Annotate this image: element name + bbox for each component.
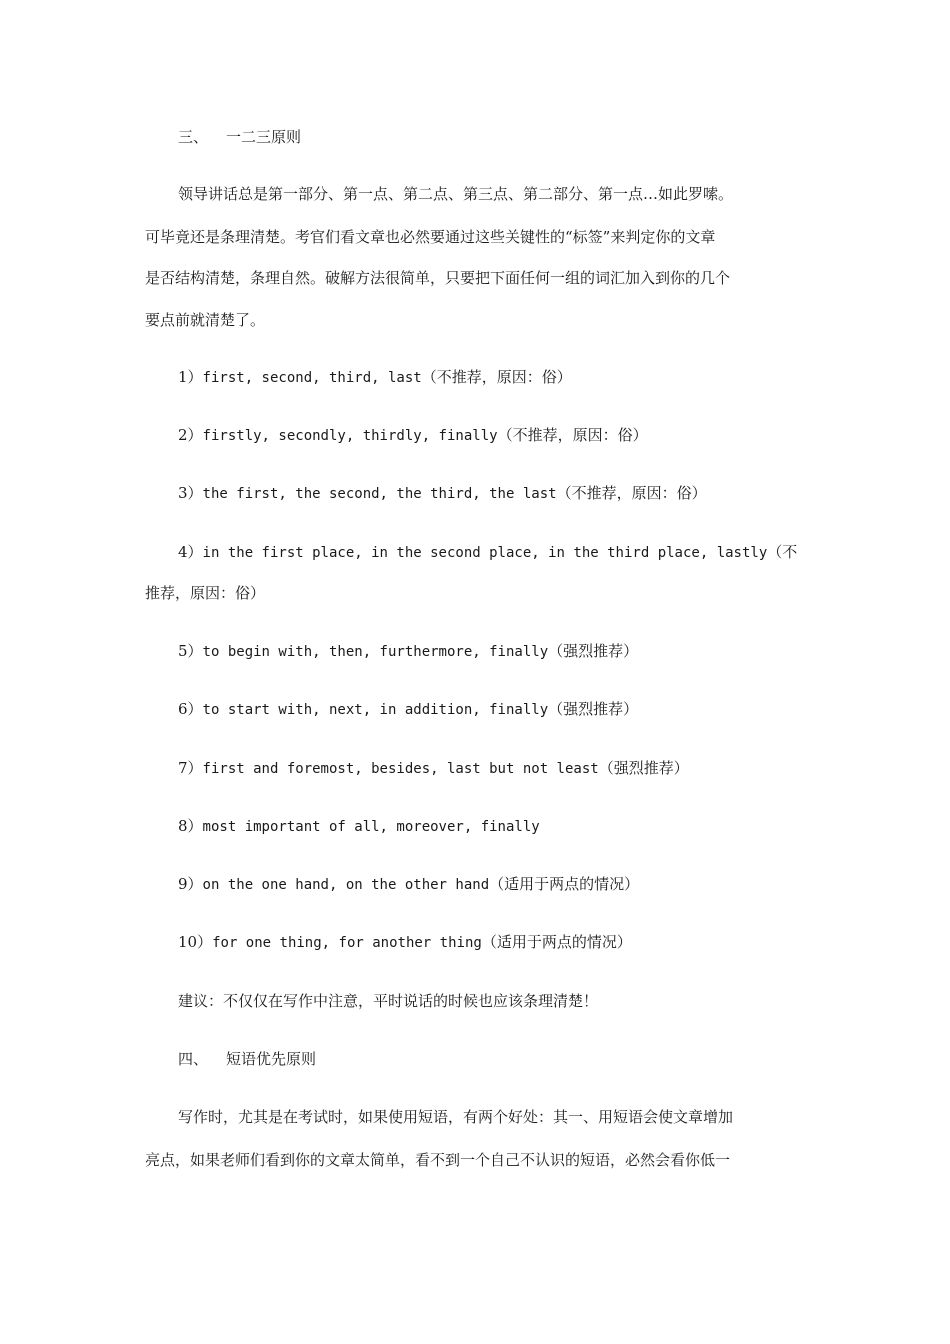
paragraph-line: 是否结构清楚，条理自然。破解方法很简单，只要把下面任何一组的词汇加入到你的几个 bbox=[145, 269, 731, 287]
section-number: 三、 bbox=[178, 128, 209, 146]
section-title: 短语优先原则 bbox=[226, 1050, 317, 1068]
list-note: （不推荐，原因：俗） bbox=[556, 484, 707, 502]
list-text: to begin with, then, furthermore, finally bbox=[202, 644, 549, 660]
list-item bbox=[178, 758, 689, 779]
list-text: on the one hand, on the other hand bbox=[202, 877, 490, 893]
section-number: 四、 bbox=[178, 1050, 209, 1068]
list-item bbox=[178, 542, 797, 563]
list-note: （适用于两点的情况） bbox=[481, 933, 632, 951]
list-item-continuation: 推荐，原因：俗） bbox=[145, 584, 266, 602]
paragraph-line: 要点前就清楚了。 bbox=[145, 311, 266, 329]
list-number: 8） bbox=[178, 817, 203, 835]
list-number: 4） bbox=[178, 543, 203, 561]
list-note: （不推荐，原因：俗） bbox=[421, 368, 572, 386]
paragraph-line: 写作时，尤其是在考试时，如果使用短语，有两个好处：其一、用短语会使文章增加 bbox=[178, 1108, 734, 1126]
list-text: in the first place, in the second place, in the third place, lastly bbox=[202, 545, 768, 561]
list-item bbox=[178, 816, 540, 837]
section-4-heading bbox=[178, 1049, 316, 1069]
list-item bbox=[178, 367, 572, 388]
list-text: firstly, secondly, thirdly, finally bbox=[202, 428, 498, 444]
list-note: （不 bbox=[767, 543, 798, 561]
list-item bbox=[178, 641, 638, 662]
list-number: 10） bbox=[178, 933, 213, 951]
list-note: （不推荐，原因：俗） bbox=[497, 426, 648, 444]
list-text: first and foremost, besides, last but not least bbox=[202, 761, 599, 777]
list-number: 2） bbox=[178, 426, 203, 444]
list-note: （强烈推荐） bbox=[548, 642, 639, 660]
list-note: （适用于两点的情况） bbox=[489, 875, 640, 893]
list-number: 9） bbox=[178, 875, 203, 893]
list-number: 6） bbox=[178, 700, 203, 718]
list-item bbox=[178, 425, 648, 446]
list-item bbox=[178, 874, 639, 895]
list-text: to start with, next, in addition, finally bbox=[202, 702, 549, 718]
suggestion-text: 建议：不仅仅在写作中注意，平时说话的时候也应该条理清楚！ bbox=[178, 992, 599, 1010]
paragraph-line: 可毕竟还是条理清楚。考官们看文章也必然要通过这些关键性的“标签”来判定你的文章 bbox=[145, 228, 716, 246]
section-3-heading bbox=[178, 127, 301, 147]
list-number: 7） bbox=[178, 759, 203, 777]
section-title: 一二三原则 bbox=[226, 128, 302, 146]
list-item bbox=[178, 932, 632, 953]
list-note: （强烈推荐） bbox=[548, 700, 639, 718]
list-note: （强烈推荐） bbox=[598, 759, 689, 777]
list-text: first, second, third, last bbox=[202, 370, 422, 386]
list-text: most important of all, moreover, finally bbox=[202, 819, 540, 835]
list-text: for one thing, for another thing bbox=[212, 935, 482, 951]
list-text: the first, the second, the third, the last bbox=[202, 486, 557, 502]
list-number: 1） bbox=[178, 368, 203, 386]
paragraph-line: 领导讲话总是第一部分、第一点、第二点、第三点、第二部分、第一点…如此罗嗦。 bbox=[178, 185, 734, 203]
list-number: 3） bbox=[178, 484, 203, 502]
list-item bbox=[178, 699, 638, 720]
list-item bbox=[178, 483, 707, 504]
paragraph-line: 亮点，如果老师们看到你的文章太简单，看不到一个自己不认识的短语，必然会看你低一 bbox=[145, 1151, 731, 1169]
list-number: 5） bbox=[178, 642, 203, 660]
